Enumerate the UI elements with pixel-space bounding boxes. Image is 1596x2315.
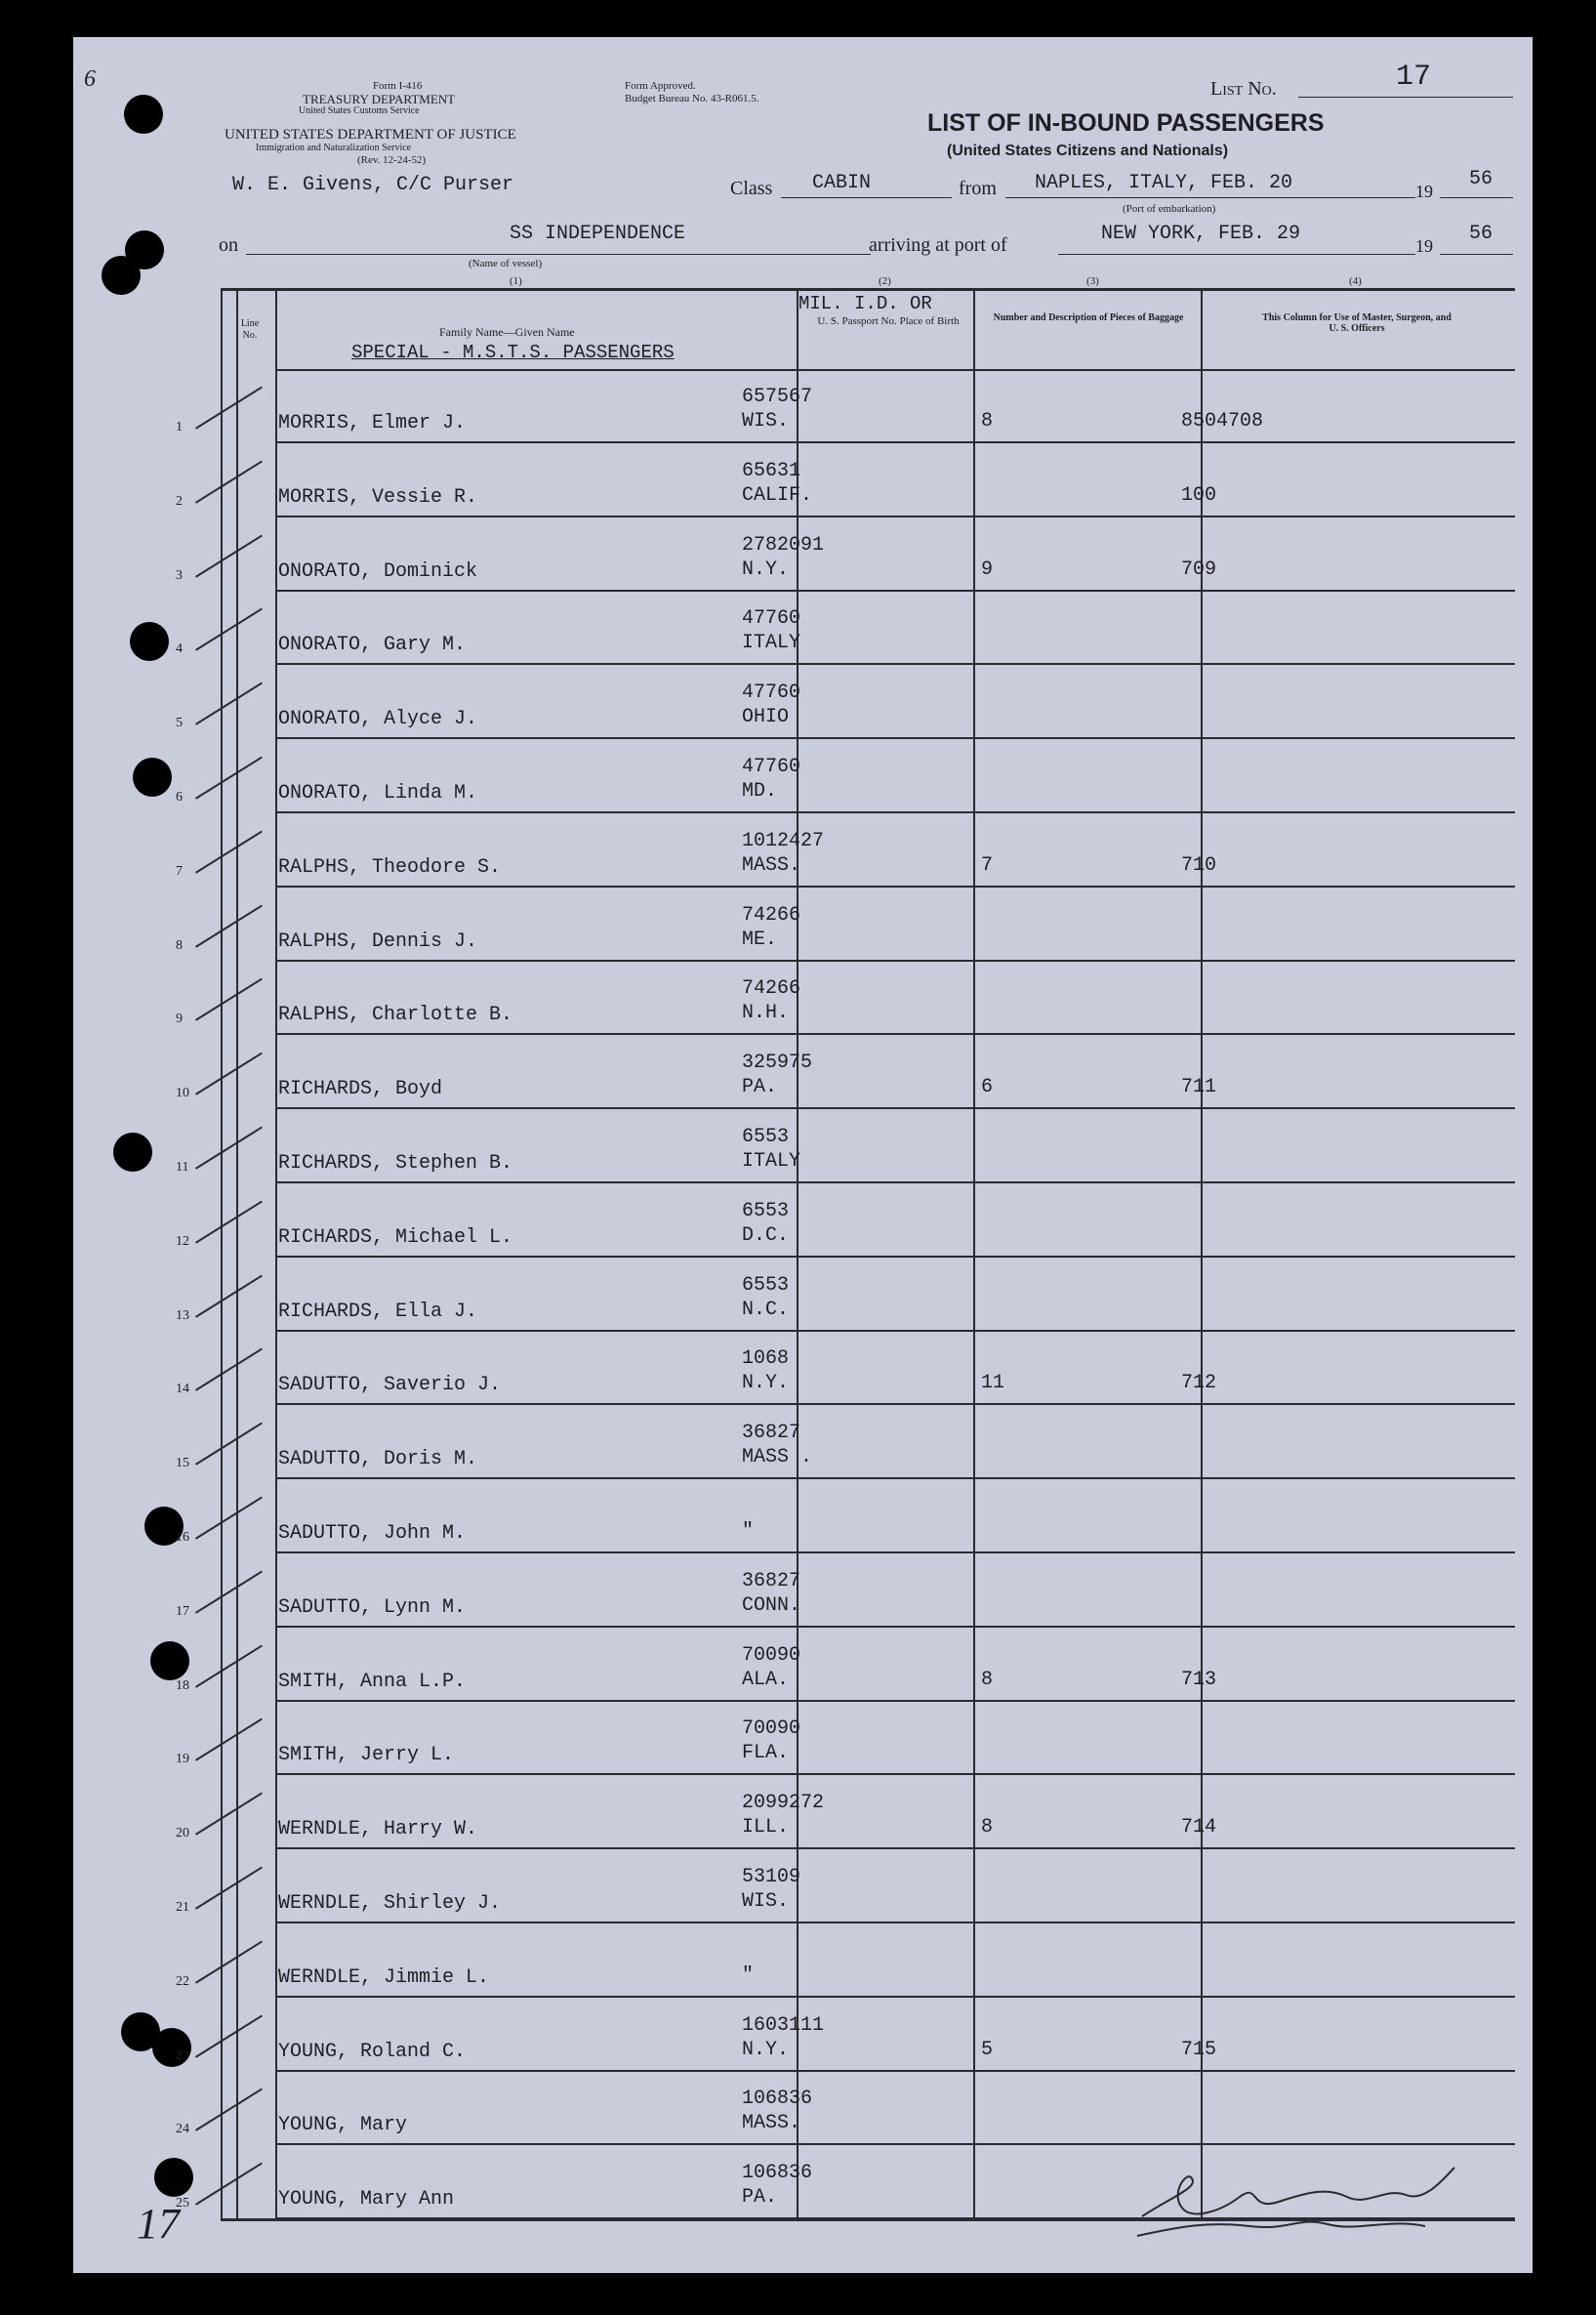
table-row: [0, 1775, 1459, 1849]
table-top-border: [221, 288, 1515, 291]
line-number: 24: [176, 2122, 189, 2137]
place-of-birth: ME.: [742, 928, 778, 951]
place-of-birth: PA.: [742, 1076, 778, 1099]
passenger-name: ONORATO, Dominick: [278, 559, 478, 583]
table-row: [0, 369, 1459, 443]
col-num-1: (1): [510, 275, 522, 287]
check-mark: [195, 830, 263, 873]
officer-note: 713: [1181, 1668, 1217, 1691]
vessel-name: SS INDEPENDENCE: [510, 223, 686, 245]
place-of-birth: PA.: [742, 2186, 778, 2210]
vessel-note: (Name of vessel): [469, 258, 543, 269]
line-number: 7: [176, 863, 183, 879]
passenger-name: WERNDLE, Shirley J.: [278, 1892, 502, 1915]
place-of-birth: N.Y.: [742, 1372, 790, 1395]
passport-number: 70090: [742, 1643, 801, 1667]
passport-number: 1012427: [742, 829, 825, 852]
on-label: on: [219, 234, 238, 256]
punch-hole: [124, 95, 163, 134]
header-mil-id: MIL. I.D. OR: [798, 293, 932, 314]
header-baggage: Number and Description of Pieces of Baggage: [993, 312, 1184, 323]
passenger-name: WERNDLE, Jimmie L.: [278, 1965, 490, 1989]
year-prefix: 19: [1415, 182, 1433, 201]
place-of-birth: WIS.: [742, 410, 790, 433]
place-of-birth: CALIF.: [742, 483, 813, 507]
passenger-name: YOUNG, Mary: [278, 2114, 408, 2137]
passenger-name: RICHARDS, Michael L.: [278, 1225, 513, 1249]
table-row: [0, 1258, 1459, 1332]
place-of-birth: MASS .: [742, 1446, 813, 1469]
place-of-birth: N.Y.: [742, 2038, 790, 2061]
passport-number: 1603111: [742, 2013, 825, 2037]
place-of-birth: WIS.: [742, 1890, 790, 1913]
passport-number: 2782091: [742, 533, 825, 557]
check-mark: [195, 757, 263, 800]
customs-service: United States Customs Service: [299, 105, 420, 116]
place-of-birth: FLA.: [742, 1742, 790, 1765]
passenger-name: YOUNG, Roland C.: [278, 2040, 467, 2063]
table-row: [0, 665, 1459, 739]
check-mark: [195, 1127, 263, 1170]
place-of-birth: ALA.: [742, 1668, 790, 1691]
passenger-name: RICHARDS, Ella J.: [278, 1300, 478, 1323]
check-mark: [195, 1718, 263, 1761]
officer-note: 8504708: [1181, 410, 1264, 433]
port-embark-note: (Port of embarkation): [1123, 203, 1216, 215]
arrival-value: NEW YORK, FEB. 29: [1101, 223, 1301, 245]
passport-number: 74266: [742, 903, 801, 927]
punch-hole: [102, 256, 141, 295]
officer-note: 715: [1181, 2038, 1217, 2061]
line-number: 21: [176, 1900, 189, 1915]
check-mark: [195, 1793, 263, 1836]
line-number: 17: [176, 1603, 189, 1619]
line-number: 10: [176, 1086, 189, 1101]
table-row: [0, 2071, 1459, 2145]
table-row: [0, 517, 1459, 592]
year-value-2: 56: [1469, 223, 1494, 245]
document-subtitle: (United States Citizens and Nationals): [947, 143, 1229, 159]
line-number: 13: [176, 1307, 189, 1323]
place-of-birth: D.C.: [742, 1223, 790, 1247]
line-number: 1: [176, 420, 183, 434]
year-value: 56: [1469, 168, 1494, 190]
place-of-birth: N.C.: [742, 1298, 790, 1321]
passport-number: 47760: [742, 756, 801, 778]
line-number: 9: [176, 1012, 183, 1027]
passport-number: 1068: [742, 1347, 790, 1371]
passenger-name: MORRIS, Vessie R.: [278, 485, 478, 509]
treasury-department: TREASURY DEPARTMENT: [303, 92, 456, 106]
col-num-3: (3): [1086, 275, 1099, 287]
col-num-4: (4): [1349, 275, 1362, 287]
check-mark: [195, 608, 263, 651]
place-of-birth: OHIO: [742, 706, 790, 729]
check-mark: [195, 682, 263, 725]
passport-number: 70090: [742, 1717, 801, 1741]
line-number: 16: [176, 1530, 189, 1545]
check-mark: [195, 1200, 263, 1243]
passenger-name: YOUNG, Mary Ann: [278, 2188, 455, 2212]
header-name-sub: SPECIAL - M.S.T.S. PASSENGERS: [351, 342, 675, 363]
margin-mark: 17: [137, 2200, 180, 2248]
table-row: [0, 813, 1459, 888]
check-mark: [195, 1867, 263, 1910]
officer-note: 709: [1181, 558, 1217, 581]
place-of-birth: MASS.: [742, 2112, 801, 2135]
table-row: [0, 1035, 1459, 1109]
form-approved: Form Approved.: [625, 80, 696, 92]
line-number: 8: [176, 937, 183, 953]
place-of-birth: MASS.: [742, 853, 801, 877]
check-mark: [195, 460, 263, 503]
document-title: LIST OF IN-BOUND PASSENGERS: [927, 109, 1325, 137]
list-no-label: List No.: [1210, 78, 1277, 100]
place-of-birth: ILL.: [742, 1816, 790, 1840]
table-row: [0, 888, 1459, 962]
table-row: [0, 1849, 1459, 1923]
place-of-birth: ": [742, 1520, 755, 1543]
table-row: [0, 1628, 1459, 1702]
passenger-name: SMITH, Anna L.P.: [278, 1670, 467, 1693]
passenger-name: ONORATO, Gary M.: [278, 634, 467, 657]
passport-number: 36827: [742, 1422, 801, 1445]
list-number: 17: [1396, 61, 1432, 94]
check-mark: [195, 1053, 263, 1095]
passenger-name: MORRIS, Elmer J.: [278, 412, 467, 434]
class-value: CABIN: [812, 172, 872, 194]
check-mark: [195, 2014, 263, 2057]
class-label: Class: [730, 178, 773, 199]
ins-service: Immigration and Naturalization Service: [256, 143, 412, 153]
officer-note: 711: [1181, 1076, 1217, 1099]
table-row: [0, 1998, 1459, 2072]
line-number: 3: [176, 567, 183, 583]
header-passport: U. S. Passport No. Place of Birth: [817, 315, 960, 327]
passenger-name: SADUTTO, John M.: [278, 1522, 467, 1545]
place-of-birth: CONN.: [742, 1593, 801, 1617]
place-of-birth: ITALY: [742, 1150, 801, 1173]
passenger-name: RALPHS, Charlotte B.: [278, 1004, 513, 1027]
baggage-count: 9: [981, 558, 994, 581]
passport-number: 47760: [742, 682, 801, 705]
baggage-count: 6: [981, 1076, 994, 1099]
passenger-name: RALPHS, Dennis J.: [278, 930, 478, 953]
passenger-name: SADUTTO, Lynn M.: [278, 1595, 467, 1619]
passenger-name: RICHARDS, Stephen B.: [278, 1152, 513, 1175]
table-row: [0, 1701, 1459, 1775]
check-mark: [195, 1274, 263, 1317]
check-mark: [195, 1940, 263, 1983]
passport-number: 2099272: [742, 1792, 825, 1815]
passport-number: 325975: [742, 1052, 813, 1075]
passport-number: 36827: [742, 1569, 801, 1592]
line-number: 6: [176, 790, 183, 805]
arriving-label: arriving at port of: [869, 234, 1007, 256]
table-row: [0, 1405, 1459, 1479]
table-row: [0, 1183, 1459, 1258]
revision: (Rev. 12-24-52): [357, 154, 427, 166]
baggage-count: 7: [981, 853, 994, 877]
budget-bureau: Budget Bureau No. 43-R061.5.: [625, 93, 759, 104]
check-mark: [195, 1497, 263, 1540]
place-of-birth: N.H.: [742, 1002, 790, 1025]
passenger-name: SADUTTO, Saverio J.: [278, 1374, 502, 1397]
check-mark: [195, 1423, 263, 1466]
passport-number: 657567: [742, 386, 813, 408]
passport-number: 6553: [742, 1126, 790, 1148]
passport-number: 106836: [742, 2088, 813, 2111]
line-number: 11: [176, 1160, 189, 1175]
header-officers: This Column for Use of Master, Surgeon, and U. S. Officers: [1262, 312, 1452, 334]
place-of-birth: ITALY: [742, 632, 801, 655]
line-number: 19: [176, 1752, 189, 1767]
header-name: Family Name—Given Name: [439, 325, 575, 339]
officer-note: 100: [1181, 483, 1217, 507]
line-number: 15: [176, 1456, 189, 1471]
line-number: 12: [176, 1233, 189, 1249]
col-num-2: (2): [879, 275, 891, 287]
table-row: [0, 1923, 1459, 1998]
line-number: 2: [176, 493, 183, 509]
passport-number: 6553: [742, 1273, 790, 1297]
place-of-birth: MD.: [742, 780, 778, 803]
table-row: [0, 1331, 1459, 1405]
line-number: 14: [176, 1382, 189, 1397]
table-row: [0, 1479, 1459, 1553]
form-number: Form I-416: [373, 80, 423, 92]
baggage-count: 5: [981, 2038, 994, 2061]
baggage-count: 8: [981, 1816, 994, 1840]
baggage-count: 8: [981, 1668, 994, 1691]
line-number: 22: [176, 1973, 189, 1989]
line-number: 18: [176, 1677, 189, 1693]
line-number: 5: [176, 716, 183, 731]
officer-note: 714: [1181, 1816, 1217, 1840]
passport-number: 74266: [742, 977, 801, 1001]
year-prefix-2: 19: [1415, 236, 1433, 256]
passport-number: 53109: [742, 1866, 801, 1888]
line-number: 23: [176, 2047, 189, 2063]
passenger-name: ONORATO, Alyce J.: [278, 708, 478, 731]
check-mark: [195, 1348, 263, 1391]
officer-note: 710: [1181, 853, 1217, 877]
dept-justice: UNITED STATES DEPARTMENT OF JUSTICE: [225, 127, 516, 143]
table-row: [0, 739, 1459, 813]
passport-number: 47760: [742, 607, 801, 631]
passport-number: 65631: [742, 459, 801, 482]
check-mark: [195, 2088, 263, 2131]
check-mark: [195, 904, 263, 947]
check-mark: [195, 1570, 263, 1613]
from-value: NAPLES, ITALY, FEB. 20: [1035, 172, 1293, 194]
place-of-birth: ": [742, 1964, 755, 1987]
table-row: [0, 1553, 1459, 1628]
passenger-name: SMITH, Jerry L.: [278, 1744, 455, 1767]
line-number: 25: [176, 2196, 189, 2212]
passenger-name: ONORATO, Linda M.: [278, 782, 478, 805]
passenger-name: WERNDLE, Harry W.: [278, 1818, 478, 1841]
header-line-no: Line No.: [240, 318, 260, 341]
margin-mark: 6: [84, 66, 96, 92]
baggage-count: 8: [981, 410, 994, 433]
passport-number: 6553: [742, 1199, 790, 1222]
check-mark: [195, 387, 263, 430]
table-row: [0, 961, 1459, 1035]
table-row: [0, 443, 1459, 517]
check-mark: [195, 1644, 263, 1687]
purser: W. E. Givens, C/C Purser: [232, 174, 514, 196]
passport-number: 106836: [742, 2162, 813, 2185]
baggage-count: 11: [981, 1372, 1005, 1395]
check-mark: [195, 534, 263, 577]
passenger-name: SADUTTO, Doris M.: [278, 1448, 478, 1471]
place-of-birth: N.Y.: [742, 558, 790, 581]
passenger-name: RICHARDS, Boyd: [278, 1078, 443, 1101]
from-label: from: [959, 178, 997, 199]
line-number: 20: [176, 1826, 189, 1841]
officer-note: 712: [1181, 1372, 1217, 1395]
check-mark: [195, 2163, 263, 2206]
signature: [1132, 2158, 1484, 2246]
passenger-name: RALPHS, Theodore S.: [278, 855, 502, 879]
table-row: [0, 1109, 1459, 1183]
table-row: [0, 591, 1459, 665]
check-mark: [195, 978, 263, 1021]
line-number: 4: [176, 641, 183, 657]
